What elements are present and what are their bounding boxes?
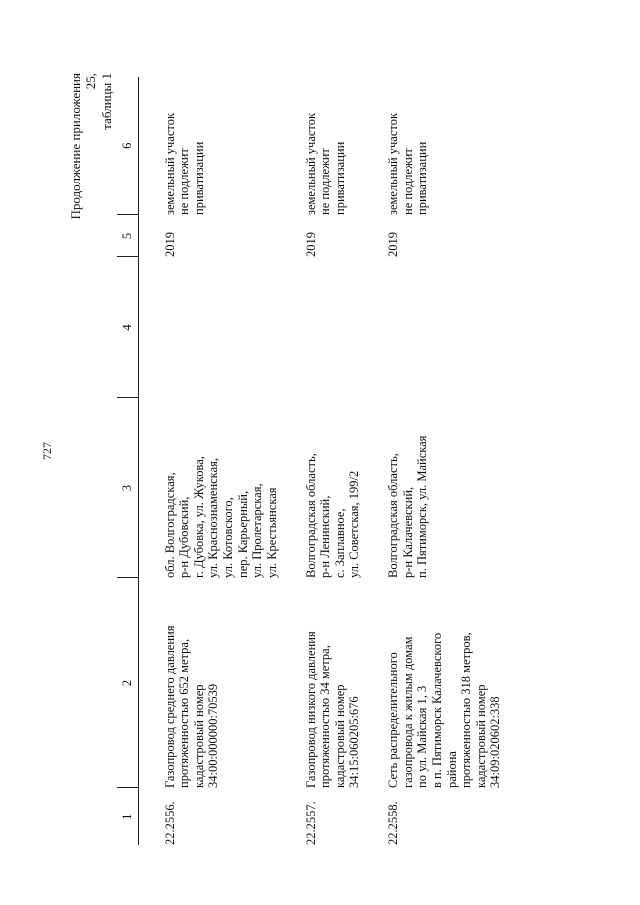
row-number: 22.2557. [303, 801, 318, 845]
column-header-1: 1 [117, 788, 139, 845]
year: 2019 [162, 232, 177, 257]
table-row [304, 77, 363, 845]
table-header [117, 77, 139, 845]
table-row [386, 77, 503, 845]
continuation-note-text: Продолжение приложения 25, таблицы 1 [68, 73, 114, 220]
page-number: 727 [40, 442, 54, 460]
object-name: Газопровод низкого давления протяженностью 34 метра, кадастровый номер 34:15:060205:676 [303, 631, 362, 788]
column-header-3: 3 [117, 398, 139, 578]
year: 2019 [303, 232, 318, 257]
year: 2019 [386, 232, 400, 257]
column-header-6: 6 [117, 77, 139, 215]
column-4-value [386, 257, 503, 398]
row-number: 22.2558. [386, 801, 400, 845]
object-name: Сеть распределительного газопровода к жилым домам по ул. Майская 1, 3 в п. Пятиморск Калачевского района протяженностью 318 метров, кадастровый номер 34:09:020602:338 [386, 632, 503, 788]
column-header-2: 2 [117, 578, 139, 788]
note: земельный участок не подлежит приватизации [386, 112, 430, 215]
column-header-4: 4 [117, 257, 139, 398]
table-body [139, 77, 504, 845]
note: земельный участок не подлежит приватизации [303, 112, 347, 215]
column-header-5: 5 [117, 215, 139, 257]
note: земельный участок не подлежит приватизации [162, 112, 206, 215]
object-address: обл. Волгоградская, р-н Дубовский, г. Дубовка, ул. Жукова, ул. Краснознаменская, ул. Котовского, пер. Карьерный, ул. Пролетарская, ул. Крестьянская [162, 456, 279, 578]
object-address: Волгоградская область, р-н Ленинский, с. Заплавное, ул. Советская, 199/2 [303, 453, 362, 578]
table-row [163, 77, 280, 845]
column-4-value [304, 257, 363, 398]
object-address: Волгоградская область, р-н Калачевский, п. Пятиморск, ул. Майская [386, 435, 430, 578]
data-table [117, 77, 503, 845]
header-row [117, 77, 139, 845]
row-number: 22.2556. [162, 801, 177, 845]
column-4-value [163, 257, 280, 398]
continuation-note [68, 73, 114, 233]
object-name: Газопровод среднего давления протяженностью 652 метра, кадастровый номер 34:00:000000:70539 [162, 625, 221, 788]
